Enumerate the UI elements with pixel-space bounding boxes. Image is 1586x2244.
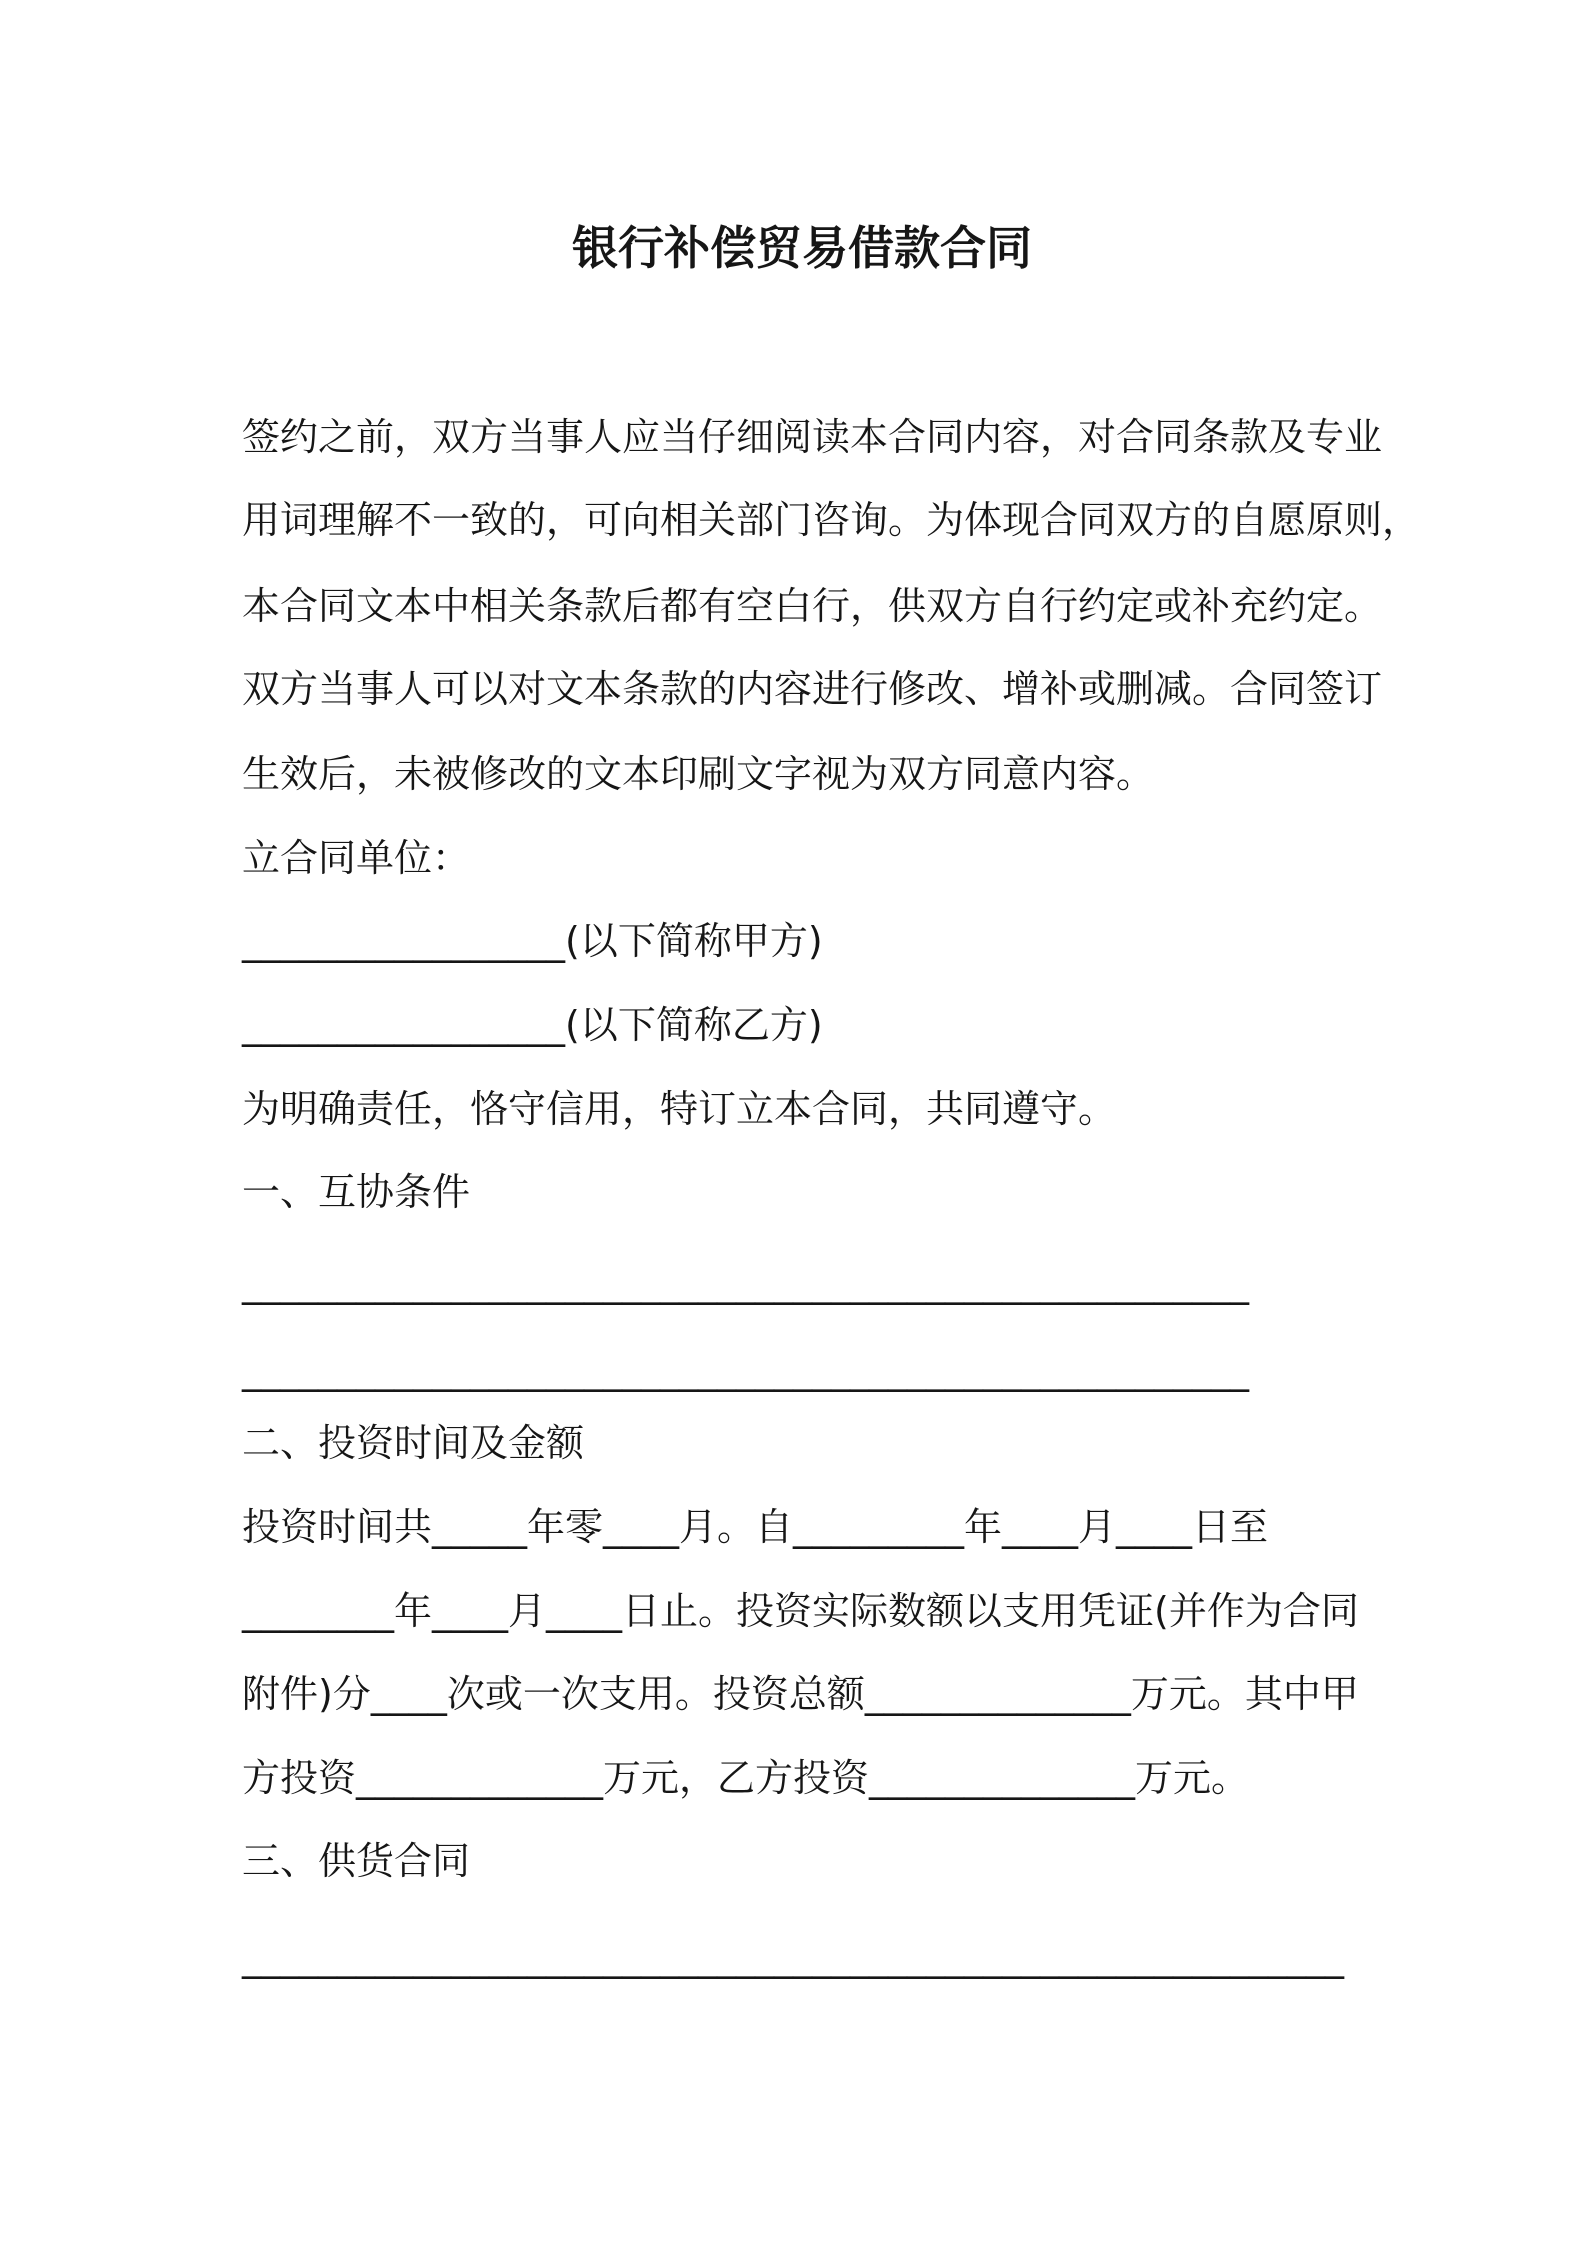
section-3-blank-line: __________________________________________________________ — [242, 1935, 1344, 1979]
parties-label: 立合同单位： — [242, 836, 471, 880]
section-2-line: ________年____月____日止。投资实际数额以支用凭证(并作为合同 — [242, 1589, 1359, 1633]
party-a-blank: _________________(以下简称甲方) — [242, 919, 823, 963]
intro-line-4: 双方当事人可以对文本条款的内容进行修改、增补或删减。合同签订 — [242, 667, 1383, 711]
section-2-line: 投资时间共_____年零____月。自_________年____月____日至 — [242, 1505, 1269, 1549]
contract-title: 银行补偿贸易借款合同 — [572, 221, 1032, 275]
section-1-blank-line: _____________________________________________________ — [242, 1261, 1249, 1305]
party-b-blank: _________________(以下简称乙方) — [242, 1003, 823, 1047]
intro-line-5: 生效后，未被修改的文本印刷文字视为双方同意内容。 — [242, 752, 1155, 796]
preamble: 为明确责任，恪守信用，特订立本合同，共同遵守。 — [242, 1087, 1117, 1131]
section-1-blank-line: _____________________________________________________ — [242, 1348, 1249, 1392]
intro-line-2: 用词理解不一致的，可向相关部门咨询。为体现合同双方的自愿原则， — [242, 498, 1421, 542]
section-1-heading: 一、互协条件 — [242, 1170, 471, 1214]
intro-line-3: 本合同文本中相关条款后都有空白行，供双方自行约定或补充约定。 — [242, 584, 1383, 628]
intro-line-1: 签约之前，双方当事人应当仔细阅读本合同内容，对合同条款及专业 — [242, 415, 1383, 459]
section-2-line: 附件)分____次或一次支用。投资总额______________万元。其中甲 — [242, 1672, 1359, 1716]
section-2-line: 方投资_____________万元，乙方投资______________万元。 — [242, 1756, 1250, 1800]
section-2-heading: 二、投资时间及金额 — [242, 1421, 585, 1465]
section-3-heading: 三、供货合同 — [242, 1839, 471, 1883]
